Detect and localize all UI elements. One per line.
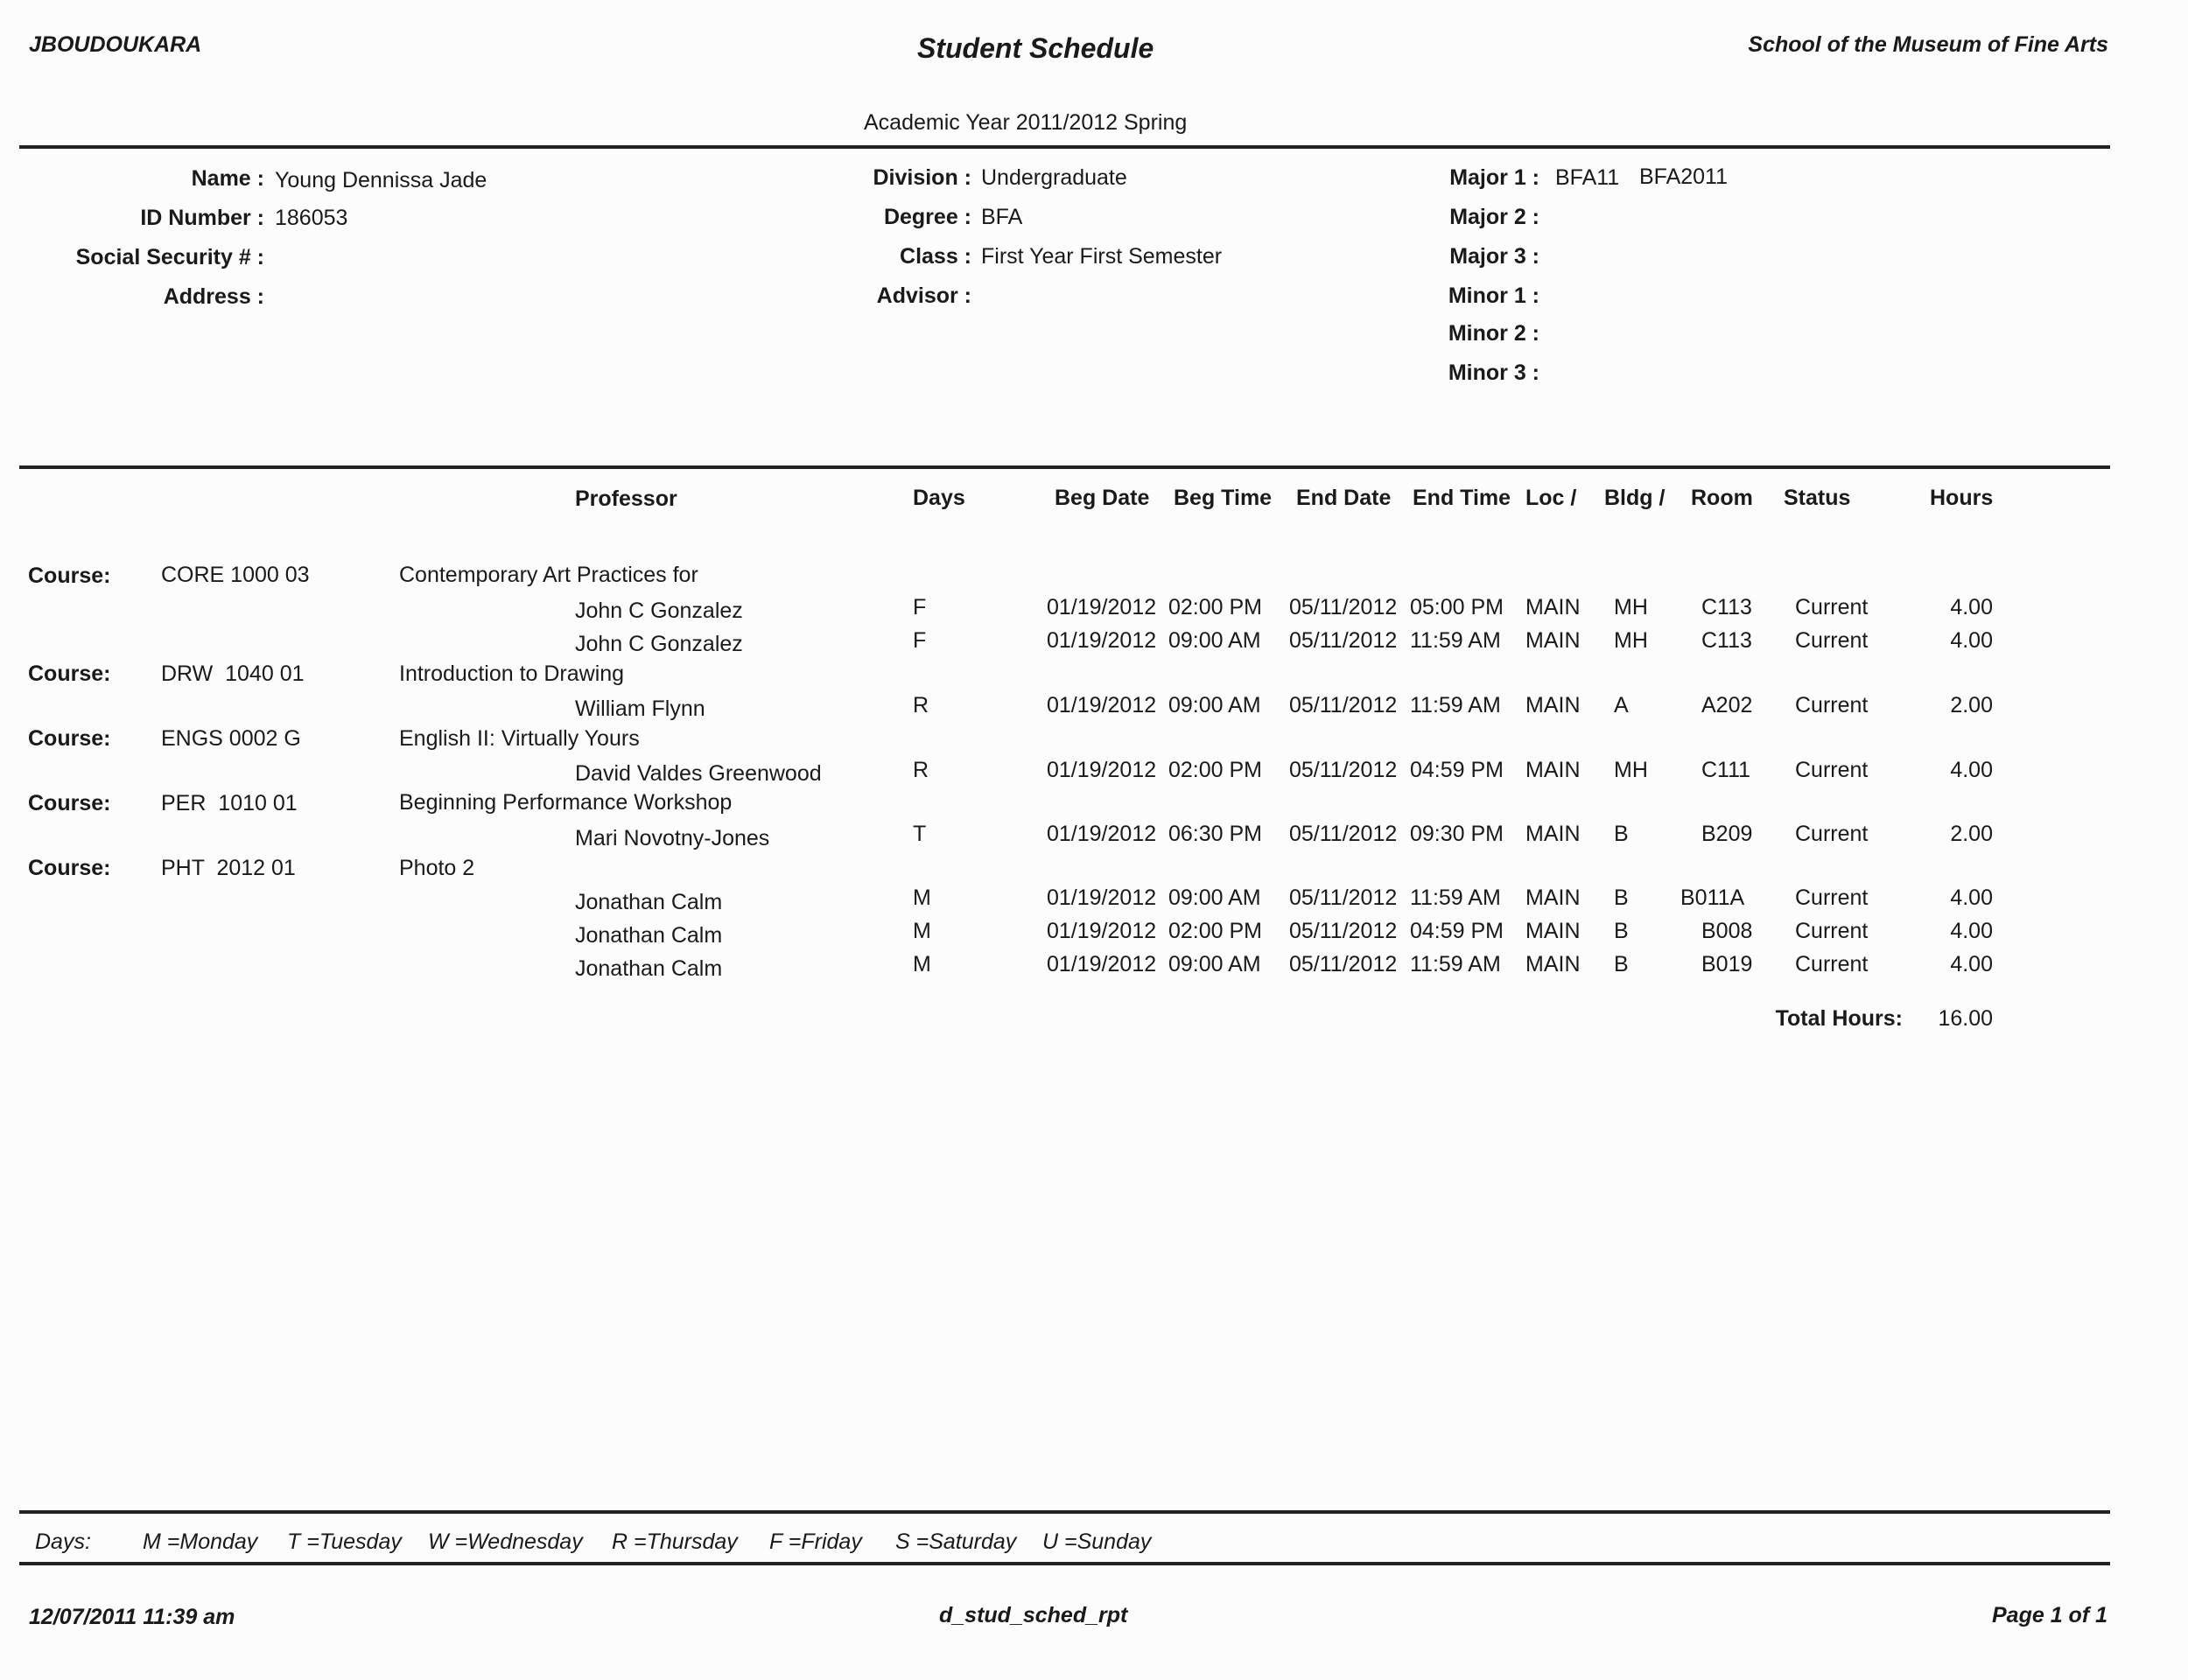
session-professor: John C Gonzalez: [575, 632, 743, 656]
class-label: Class :: [900, 244, 971, 269]
major3-label: Major 3 :: [1449, 244, 1539, 269]
session-beg-time: 02:00 PM: [1168, 758, 1263, 782]
session-days: T: [913, 822, 927, 846]
course-label: Course:: [28, 564, 111, 588]
col-end-time: End Time: [1413, 486, 1511, 510]
course-code: CORE 1000 03: [161, 563, 310, 587]
legend-item: U =Sunday: [1042, 1530, 1152, 1554]
session-days: R: [913, 693, 929, 718]
col-status: Status: [1784, 486, 1851, 510]
session-professor: Mari Novotny-Jones: [575, 826, 770, 850]
course-title: Beginning Performance Workshop: [399, 790, 733, 815]
days-legend-label: Days:: [35, 1530, 91, 1554]
course-code: PHT 2012 01: [161, 856, 296, 880]
session-days: M: [913, 886, 931, 910]
session-room: B209: [1701, 822, 1753, 846]
session-days: F: [913, 628, 927, 653]
legend-top-divider: [19, 1510, 2110, 1514]
session-bldg: A: [1614, 693, 1629, 718]
address-label: Address :: [163, 284, 264, 309]
session-status: Current: [1795, 919, 1869, 943]
course-label: Course:: [28, 791, 111, 816]
col-end-date: End Date: [1296, 486, 1392, 510]
session-end-time: 09:30 PM: [1410, 822, 1504, 846]
session-end-time: 04:59 PM: [1410, 758, 1504, 782]
course-label: Course:: [28, 662, 111, 686]
session-beg-time: 09:00 AM: [1168, 693, 1261, 718]
col-days: Days: [913, 486, 965, 510]
session-bldg: MH: [1614, 628, 1648, 653]
session-beg-date: 01/19/2012: [1047, 595, 1157, 620]
session-beg-time: 09:00 AM: [1168, 952, 1261, 976]
student-id: 186053: [275, 206, 348, 230]
minor3-label: Minor 3 :: [1448, 360, 1539, 385]
col-beg-date: Beg Date: [1055, 486, 1150, 510]
session-loc: MAIN: [1525, 822, 1581, 846]
legend-item: F =Friday: [769, 1530, 862, 1554]
academic-term: Academic Year 2011/2012 Spring: [864, 110, 1188, 135]
id-label: ID Number :: [140, 206, 264, 230]
degree-label: Degree :: [883, 205, 971, 229]
session-loc: MAIN: [1525, 886, 1581, 910]
session-hours: 2.00: [1950, 693, 1993, 718]
session-loc: MAIN: [1525, 595, 1581, 620]
session-beg-time: 02:00 PM: [1168, 919, 1263, 943]
session-room: B019: [1701, 952, 1753, 976]
session-end-time: 11:59 AM: [1410, 693, 1501, 718]
session-beg-date: 01/19/2012: [1047, 886, 1157, 910]
session-end-date: 05/11/2012: [1289, 758, 1398, 782]
session-bldg: B: [1614, 822, 1629, 846]
course-title: English II: Virtually Yours: [399, 726, 640, 751]
session-status: Current: [1795, 822, 1869, 846]
minor2-label: Minor 2 :: [1448, 321, 1539, 346]
session-professor: John C Gonzalez: [575, 598, 743, 623]
session-hours: 4.00: [1950, 886, 1993, 910]
session-hours: 4.00: [1950, 758, 1993, 782]
session-bldg: B: [1614, 886, 1629, 910]
col-beg-time: Beg Time: [1174, 486, 1273, 510]
major1-name: BFA2011: [1639, 164, 1729, 189]
session-end-date: 05/11/2012: [1289, 886, 1398, 910]
session-room: B008: [1701, 919, 1753, 943]
session-room: C113: [1701, 628, 1752, 653]
major1-code: BFA11: [1555, 165, 1620, 190]
session-hours: 2.00: [1950, 822, 1993, 846]
session-status: Current: [1795, 952, 1869, 976]
session-hours: 4.00: [1950, 595, 1993, 620]
course-title: Introduction to Drawing: [399, 662, 625, 686]
session-bldg: B: [1614, 919, 1629, 943]
session-end-time: 11:59 AM: [1410, 628, 1501, 653]
course-label: Course:: [28, 726, 111, 751]
session-beg-date: 01/19/2012: [1047, 758, 1157, 782]
session-status: Current: [1795, 628, 1869, 653]
course-label: Course:: [28, 856, 111, 880]
total-hours-label: Total Hours:: [1775, 1006, 1903, 1031]
advisor-label: Advisor :: [876, 284, 971, 308]
session-status: Current: [1795, 595, 1869, 620]
session-bldg: MH: [1614, 595, 1648, 620]
session-status: Current: [1795, 693, 1869, 718]
session-end-time: 05:00 PM: [1410, 595, 1504, 620]
session-days: F: [913, 595, 927, 620]
course-title: Contemporary Art Practices for: [399, 563, 698, 587]
legend-item: T =Tuesday: [287, 1530, 402, 1554]
ssn-label: Social Security # :: [75, 245, 264, 270]
session-end-date: 05/11/2012: [1289, 595, 1398, 620]
legend-item: W =Wednesday: [428, 1530, 583, 1554]
session-days: M: [913, 919, 931, 943]
session-bldg: MH: [1614, 758, 1648, 782]
session-room: B011A: [1680, 886, 1745, 910]
session-beg-date: 01/19/2012: [1047, 628, 1157, 653]
session-professor: Jonathan Calm: [575, 923, 723, 948]
total-hours-value: 16.00: [1938, 1006, 1993, 1031]
session-professor: Jonathan Calm: [575, 956, 723, 981]
session-days: R: [913, 758, 929, 782]
session-status: Current: [1795, 758, 1869, 782]
session-hours: 4.00: [1950, 952, 1993, 976]
major1-label: Major 1 :: [1449, 165, 1539, 190]
session-end-time: 04:59 PM: [1410, 919, 1504, 943]
session-hours: 4.00: [1950, 628, 1993, 653]
report-title: Student Schedule: [917, 32, 1154, 64]
col-professor: Professor: [575, 486, 677, 511]
course-code: DRW 1040 01: [161, 662, 305, 686]
session-end-date: 05/11/2012: [1289, 952, 1398, 976]
school-name: School of the Museum of Fine Arts: [1748, 32, 2108, 57]
session-loc: MAIN: [1525, 919, 1581, 943]
session-beg-date: 01/19/2012: [1047, 693, 1157, 718]
col-room: Room: [1691, 486, 1753, 510]
session-end-date: 05/11/2012: [1289, 693, 1398, 718]
session-end-date: 05/11/2012: [1289, 628, 1398, 653]
legend-item: R =Thursday: [612, 1530, 738, 1554]
name-label: Name :: [191, 166, 264, 191]
session-end-time: 11:59 AM: [1410, 886, 1501, 910]
session-beg-time: 06:30 PM: [1168, 822, 1263, 846]
session-beg-date: 01/19/2012: [1047, 952, 1157, 976]
session-days: M: [913, 952, 931, 976]
session-loc: MAIN: [1525, 693, 1581, 718]
session-beg-date: 01/19/2012: [1047, 822, 1157, 846]
division-value: Undergraduate: [981, 165, 1127, 190]
session-beg-date: 01/19/2012: [1047, 919, 1157, 943]
legend-item: M =Monday: [143, 1530, 258, 1554]
course-title: Photo 2: [399, 856, 475, 880]
print-timestamp: 12/07/2011 11:39 am: [29, 1605, 235, 1629]
session-beg-time: 09:00 AM: [1168, 886, 1261, 910]
session-status: Current: [1795, 886, 1869, 910]
class-value: First Year First Semester: [981, 244, 1223, 269]
legend-item: S =Saturday: [895, 1530, 1017, 1554]
legend-bottom-divider: [19, 1562, 2110, 1565]
session-professor: Jonathan Calm: [575, 890, 723, 914]
session-professor: David Valdes Greenwood: [575, 761, 822, 786]
course-code: ENGS 0002 G: [161, 726, 301, 751]
student-name: Young Dennissa Jade: [275, 168, 487, 192]
session-end-date: 05/11/2012: [1289, 919, 1398, 943]
report-user: JBOUDOUKARA: [29, 32, 202, 57]
col-bldg: Bldg /: [1604, 486, 1666, 510]
session-hours: 4.00: [1950, 919, 1993, 943]
course-code: PER 1010 01: [161, 791, 298, 816]
session-end-date: 05/11/2012: [1289, 822, 1398, 846]
session-loc: MAIN: [1525, 628, 1581, 653]
session-room: C113: [1701, 595, 1752, 620]
session-room: A202: [1701, 693, 1753, 718]
session-loc: MAIN: [1525, 952, 1581, 976]
minor1-label: Minor 1 :: [1448, 284, 1539, 308]
report-id: d_stud_sched_rpt: [939, 1603, 1128, 1628]
col-hours: Hours: [1930, 486, 1994, 510]
degree-value: BFA: [981, 205, 1023, 229]
session-beg-time: 02:00 PM: [1168, 595, 1263, 620]
session-beg-time: 09:00 AM: [1168, 628, 1261, 653]
session-bldg: B: [1614, 952, 1629, 976]
session-loc: MAIN: [1525, 758, 1581, 782]
session-room: C111: [1701, 758, 1751, 782]
page-number: Page 1 of 1: [1992, 1603, 2107, 1628]
division-label: Division :: [873, 165, 971, 190]
info-divider: [19, 466, 2110, 469]
col-loc: Loc /: [1525, 486, 1577, 510]
header-divider: [19, 145, 2110, 149]
session-end-time: 11:59 AM: [1410, 952, 1501, 976]
major2-label: Major 2 :: [1449, 205, 1539, 229]
session-professor: William Flynn: [575, 696, 705, 721]
